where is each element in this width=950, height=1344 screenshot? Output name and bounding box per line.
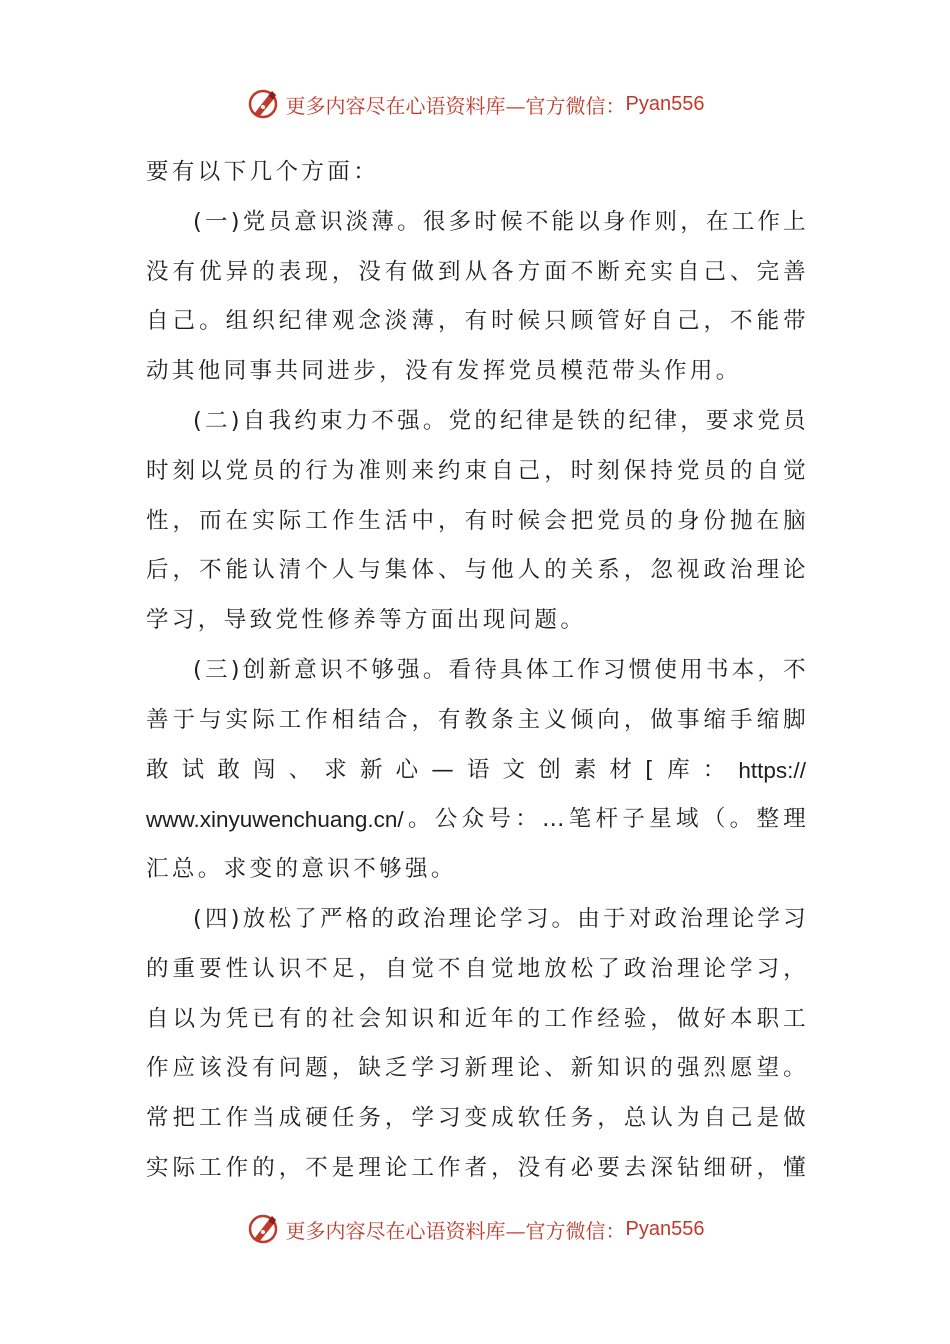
- text-line: 作 应 该 没 有 问 题 ， 缺 乏 学 习 新 理 论 、 新 知 识 的 强 烈 愿 望 。: [146, 1055, 806, 1082]
- text-line: 学习，导致党性修养等方面出现问题。: [146, 607, 587, 634]
- banner-title: 更多内容尽在心语资料库—官方微信：: [285, 1218, 626, 1243]
- text-line: www.xinyuwenchuang.cn/ 。 公 众 号 ： … 笔 杆 子 星 域 （ 。 整 理: [146, 806, 806, 833]
- text-line: 自 以 为 凭 已 有 的 社 会 知 识 和 近 年 的 工 作 经 验 ， 做 好 本 职 工: [146, 1005, 806, 1032]
- text-line: 后 ， 不 能 认 清 个 人 与 集 体 、 与 他 人 的 关 系 ， 忽 视 政 治 理 论: [146, 557, 806, 584]
- paragraph-2-heading-line: ( 二 ) 自 我 约 束 力 不 强 。 党 的 纪 律 是 铁 的 纪 律 ， 要 求 党 员: [193, 407, 806, 434]
- text-line: 实 际 工 作 的 ， 不 是 理 论 工 作 者 ， 没 有 必 要 去 深 钻 细 研 ， 懂: [146, 1154, 806, 1181]
- footer-banner: [0, 1209, 950, 1249]
- text-line: 性 ， 而 在 实 际 工 作 生 活 中 ， 有 时 候 会 把 党 员 的 身 份 抛 在 脑: [146, 507, 806, 534]
- text-line: 常 把 工 作 当 成 硬 任 务 ， 学 习 变 成 软 任 务 ， 总 认 为 自 己 是 做: [146, 1105, 806, 1132]
- text-line: 时 刻 以 党 员 的 行 为 准 则 来 约 束 自 己 ， 时 刻 保 持 党 员 的 自 觉: [146, 457, 806, 484]
- banner-wechat-id: Pyan556: [625, 92, 705, 115]
- text-line: 要有以下几个方面：: [146, 159, 380, 185]
- paragraph-3-heading-line: ( 三 ) 创 新 意 识 不 够 强 。 看 待 具 体 工 作 习 惯 使 用 书 本 ， 不: [193, 656, 806, 683]
- pen-nib-circle-icon: [246, 86, 282, 122]
- banner-wechat-id: Pyan556: [625, 1217, 705, 1240]
- header-banner: [0, 84, 950, 124]
- text-line: 的 重 要 性 认 识 不 足 ， 自 觉 不 自 觉 地 放 松 了 政 治 理 论 学 习 ，: [146, 955, 806, 982]
- text-line: 汇总。求变的意识不够强。: [146, 856, 457, 883]
- text-line: 动其他同事共同进步，没有发挥党员模范带头作用。: [146, 358, 742, 385]
- text-line: 敢 试 敢 闯 、 求 新 心 — 语 文 创 素 材 [ 库 ： https://: [146, 756, 806, 783]
- text-line: 善 于 与 实 际 工 作 相 结 合 ， 有 教 条 主 义 倾 向 ， 做 事 缩 手 缩 脚: [146, 706, 806, 733]
- banner-title: 更多内容尽在心语资料库—官方微信：: [285, 93, 626, 118]
- text-line: 没 有 优 异 的 表 现 ， 没 有 做 到 从 各 方 面 不 断 充 实 自 己 、 完 善: [146, 258, 806, 285]
- text-line: 自 己 。 组 织 纪 律 观 念 淡 薄 ， 有 时 候 只 顾 管 好 自 己 ， 不 能 带: [146, 308, 806, 335]
- pen-nib-circle-icon: [246, 1211, 282, 1247]
- paragraph-4-heading-line: ( 四 ) 放 松 了 严 格 的 政 治 理 论 学 习 。 由 于 对 政 治 理 论 学 习: [193, 905, 806, 932]
- document-body: [146, 148, 806, 1194]
- paragraph-1-heading-line: ( 一 ) 党 员 意 识 淡 薄 。 很 多 时 候 不 能 以 身 作 则 ， 在 工 作 上: [193, 208, 806, 235]
